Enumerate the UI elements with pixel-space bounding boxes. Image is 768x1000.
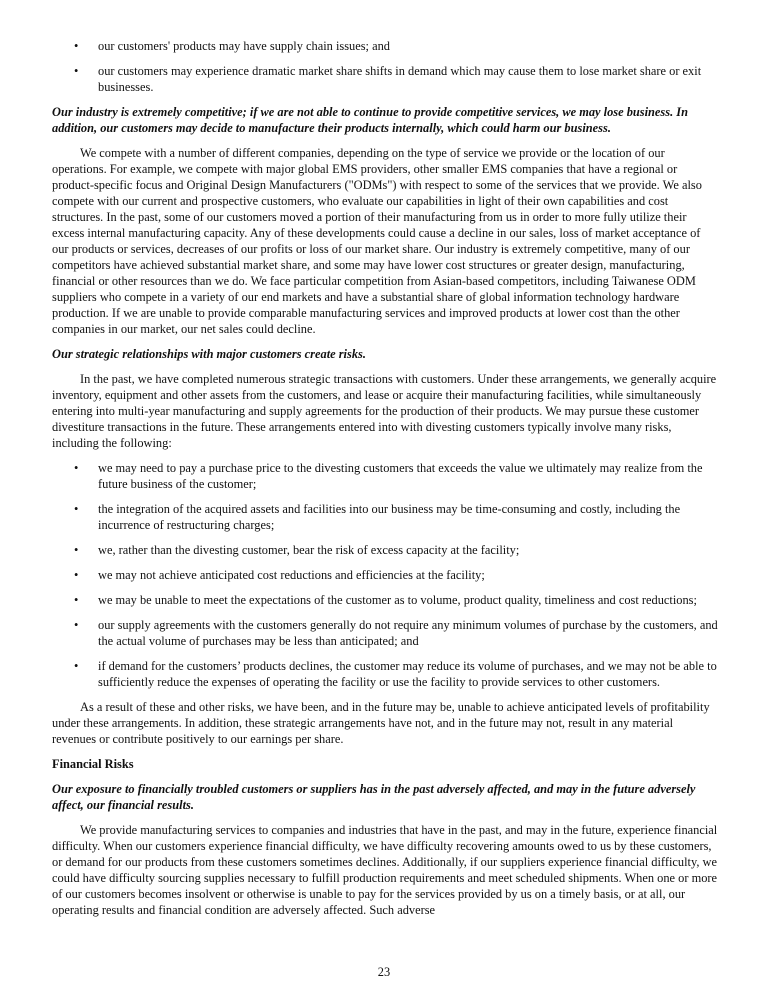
bullet-icon: • (74, 659, 79, 673)
list-item (52, 658, 720, 690)
heading-strategic: Our strategic relationships with major customers create risks. (52, 347, 366, 361)
list-item-text: our supply agreements with the customers generally do not require any minimum volumes of purchase by the customers, and the actual volume of purchases may be less than anticipated; and (98, 618, 718, 648)
heading-competitive: Our industry is extremely competitive; if we are not able to continue to provide competitive services, we may lose business. In addition, our customers may decide to manufacture their products internally, which could harm our business. (52, 105, 688, 135)
page-number: 23 (377, 965, 391, 979)
list-item (52, 63, 720, 95)
paragraph-exposure: We provide manufacturing services to companies and industries that have in the past, and may in the future, experience financial difficulty. When our customers experience financial difficulty, we have difficulty recovering amounts owed to us by these customers, or demand for our products from these customers sometimes declines. Additionally, if our suppliers experience financial difficulty, we could have difficulty sourcing supplies necessary to fulfill production requirements and meet scheduled shipments. When one or more of our customers becomes insolvent or otherwise is unable to pay for the services provided by us on a timely basis, or at all, our operating results and financial condition are adversely affected. Such adverse (52, 823, 718, 917)
bullet-icon: • (74, 543, 79, 557)
list-item (52, 617, 720, 649)
list-item-text: our customers' products may have supply chain issues; and (98, 39, 390, 53)
bullet-icon: • (74, 568, 79, 582)
bullet-icon: • (74, 461, 79, 475)
list-item (52, 501, 720, 533)
bullet-icon: • (74, 502, 79, 516)
list-item (52, 542, 720, 558)
list-item (52, 567, 720, 583)
list-item-text: we may not achieve anticipated cost reductions and efficiencies at the facility; (98, 568, 485, 582)
bullet-list-strategic (52, 460, 720, 690)
section-heading-financial-risks: Financial Risks (52, 757, 134, 771)
bullet-icon: • (74, 64, 79, 78)
paragraph-competitive: We compete with a number of different companies, depending on the type of service we provide or the location of our operations. For example, we compete with major global EMS providers, other smaller EMS companies that have a regional or product-specific focus and Original Design Manufacturers ("ODMs") with respect to some of the services that we provide. We also compete with our current and prospective customers, who evaluate our capabilities in light of their own capabilities and cost structures. In the past, some of our customers moved a portion of their manufacturing from us in order to more fully utilize their excess internal manufacturing capacity. Any of these developments could cause a decline in our sales, loss of market acceptance of our products or services, decreases of our profits or loss of our market share. Our industry is extremely competitive, many of our competitors have achieved substantial market share, and some may have lower cost structures or greater design, manufacturing, financial or other resources than we do. We face particular competition from Asian-based competitors, including Taiwanese ODM suppliers who compete in a variety of our end markets and have a substantial share of global information technology hardware production. If we are unable to provide comparable manufacturing services and improved products at lower cost than the other companies in our market, our net sales could decline. (52, 146, 702, 336)
bullet-list-top (52, 38, 720, 95)
bullet-icon: • (74, 618, 79, 632)
list-item-text: our customers may experience dramatic market share shifts in demand which may cause them to lose market share or exit businesses. (98, 64, 702, 94)
list-item-text: we may need to pay a purchase price to the divesting customers that exceeds the value we ultimately may realize from the future business of the customer; (98, 461, 703, 491)
paragraph-result: As a result of these and other risks, we have been, and in the future may be, unable to achieve anticipated levels of profitability under these arrangements. In addition, these strategic arrangements have not, and in the future may not, result in any material revenues or contribute positively to our earnings per share. (52, 700, 710, 746)
paragraph-strategic: In the past, we have completed numerous strategic transactions with customers. Under these arrangements, we generally acquire inventory, equipment and other assets from the customers, and lease or acquire their manufacturing facilities, while simultaneously entering into multi-year manufacturing and supply agreements for the production of their products. We may pursue these customer divestiture transactions in the future. These arrangements entered into with divesting customers typically involve many risks, including the following: (52, 372, 717, 450)
list-item-text: the integration of the acquired assets and facilities into our business may be time-consuming and costly, including the incurrence of restructuring charges; (98, 502, 681, 532)
list-item-text: if demand for the customers’ products declines, the customer may reduce its volume of purchases, and we may not be able to sufficiently reduce the expenses of operating the facility or use the facility to provide services to other customers. (98, 659, 717, 689)
list-item (52, 592, 720, 608)
bullet-icon: • (74, 593, 79, 607)
list-item (52, 38, 720, 54)
document-page (52, 38, 720, 927)
list-item-text: we may be unable to meet the expectations of the customer as to volume, product quality, timeliness and cost reductions; (98, 593, 697, 607)
list-item (52, 460, 720, 492)
bullet-icon: • (74, 39, 79, 53)
list-item-text: we, rather than the divesting customer, bear the risk of excess capacity at the facility; (98, 543, 520, 557)
heading-exposure: Our exposure to financially troubled customers or suppliers has in the past adversely affected, and may in the future adversely affect, our financial results. (52, 782, 696, 812)
